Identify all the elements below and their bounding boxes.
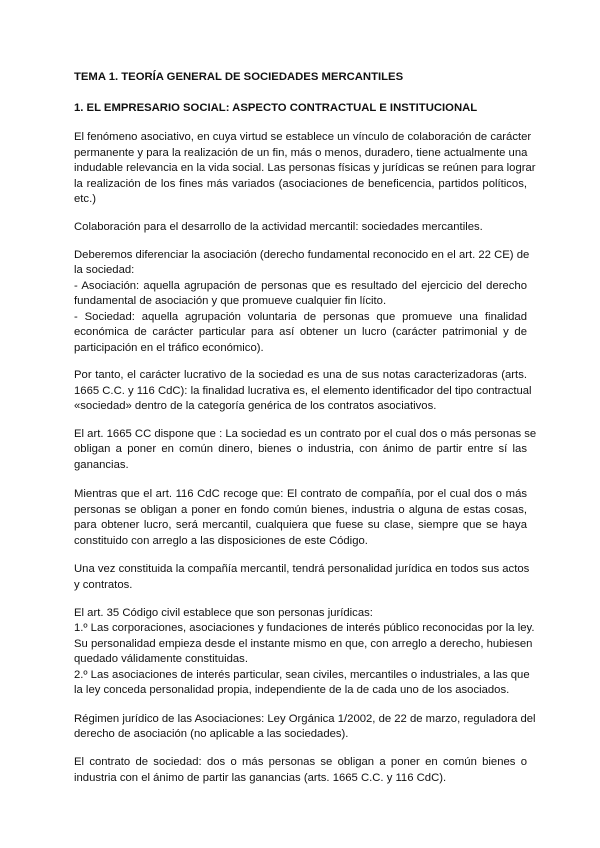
text-line: - Asociación: aquella agrupación de personas que es resultado del ejercicio del derecho <box>74 280 527 292</box>
text-line: El fenómeno asociativo, en cuya virtud se establece un vínculo de colaboración de carácter <box>74 131 532 143</box>
text-line: derecho de asociación (no aplicable a las sociedades). <box>74 728 349 740</box>
text-line: 1665 C.C. y 116 CdC): la finalidad lucrativa es, el elemento identificador del tipo contractual <box>74 385 532 397</box>
text-line: - Sociedad: aquella agrupación voluntaria de personas que promueve una finalidad <box>74 311 527 323</box>
text-line: fundamental de asociación y que promueve cualquier fin lícito. <box>74 295 387 307</box>
text-line: la sociedad: <box>74 264 135 276</box>
text-line: 2.º Las asociaciones de interés particular, sean civiles, mercantiles o industriales, a las que <box>74 669 530 681</box>
text-line: constituido con arreglo a las disposiciones de este Código. <box>74 535 368 547</box>
text-line: etc.) <box>74 193 96 205</box>
text-line: económica de carácter particular para así obtener un lucro (carácter patrimonial y de <box>74 326 527 338</box>
section-heading: 1. EL EMPRESARIO SOCIAL: ASPECTO CONTRACTUAL E INSTITUCIONAL <box>74 102 478 114</box>
text-line: la realización de los fines más variados (asociaciones de beneficencia, partidos políticos, <box>74 178 527 190</box>
text-line: permanente y para la realización de un fin, más o menos, duradero, tiene actualmente una <box>74 147 528 159</box>
text-line: la ley conceda personalidad propia, independiente de la de cada uno de los asociados. <box>74 684 510 696</box>
text-line: Mientras que el art. 116 CdC recoge que: El contrato de compañía, por el cual dos o más <box>74 488 527 500</box>
text-line: industria con el ánimo de partir las ganancias (arts. 1665 C.C. y 116 CdC). <box>74 772 447 784</box>
text-line: El art. 35 Código civil establece que son personas jurídicas: <box>74 607 373 619</box>
text-line: obligan a poner en común dinero, bienes o industria, con ánimo de partir entre sí las <box>74 443 527 455</box>
text-line: El art. 1665 CC dispone que : La sociedad es un contrato por el cual dos o más personas se <box>74 428 537 440</box>
text-line: El contrato de sociedad: dos o más personas se obligan a poner en común bienes o <box>74 756 527 768</box>
text-line: «sociedad» dentro de la categoría genérica de los contratos asociativos. <box>74 400 437 412</box>
text-line: Deberemos diferenciar la asociación (derecho fundamental reconocido en el art. 22 CE) de <box>74 249 530 261</box>
text-line: Su personalidad empieza desde el instante mismo en que, con arreglo a derecho, hubiesen <box>74 638 533 650</box>
text-line: participación en el tráfico económico). <box>74 342 264 354</box>
text-line: quedado válidamente constituidas. <box>74 653 248 665</box>
text-line: ganancias. <box>74 459 129 471</box>
text-line: y contratos. <box>74 579 133 591</box>
text-line: Colaboración para el desarrollo de la actividad mercantil: sociedades mercantiles. <box>74 221 483 233</box>
text-line: Régimen jurídico de las Asociaciones: Ley Orgánica 1/2002, de 22 de marzo, reguladora del <box>74 713 536 725</box>
text-line: indudable relevancia en la vida social. Las personas físicas y jurídicas se reúnen para lograr <box>74 162 536 174</box>
text-line: Una vez constituida la compañía mercantil, tendrá personalidad jurídica en todos sus actos <box>74 563 530 575</box>
text-line: personas se obligan a poner en fondo común bienes, industria o alguna de estas cosas, <box>74 504 527 516</box>
text-line: 1.º Las corporaciones, asociaciones y fundaciones de interés público reconocidas por la ley. <box>74 622 535 634</box>
text-line: Por tanto, el carácter lucrativo de la sociedad es una de sus notas caracterizadoras (arts. <box>74 369 527 381</box>
text-line: para obtener lucro, será mercantil, cualquiera que fuese su clase, siempre que se haya <box>74 519 527 531</box>
document-title: TEMA 1. TEORÍA GENERAL DE SOCIEDADES MERCANTILES <box>74 71 404 83</box>
